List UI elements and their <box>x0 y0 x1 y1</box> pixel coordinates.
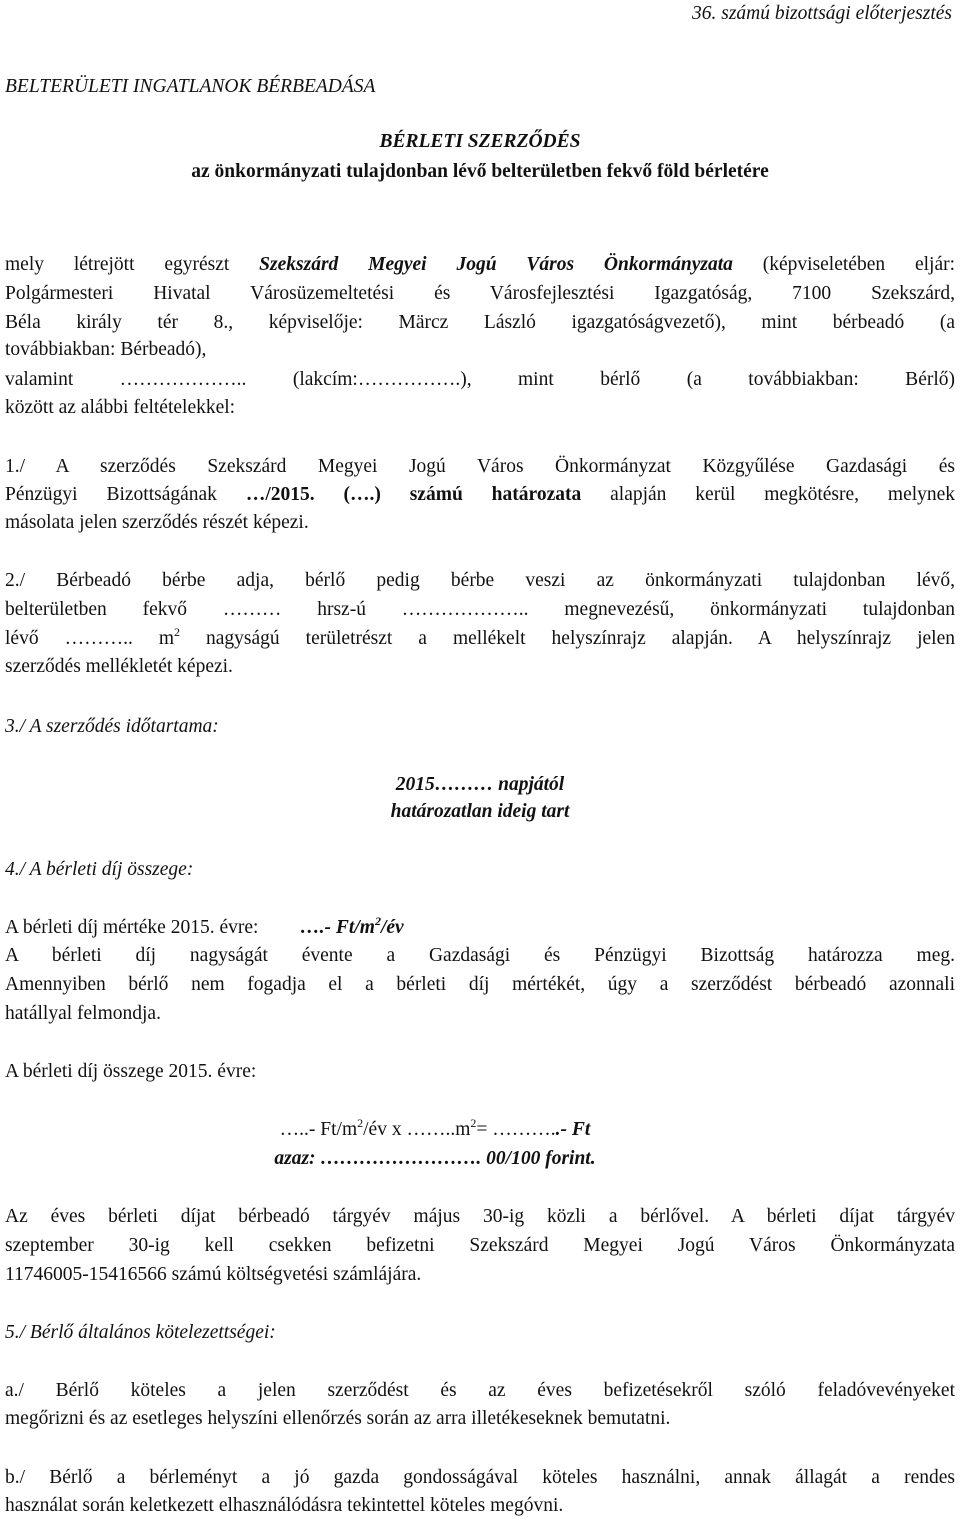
section-2-text: lévő ……….. m <box>5 628 175 649</box>
document-subtitle: az önkormányzati tulajdonban lévő belterületben fekvő föld bérletére <box>191 161 769 182</box>
rent-calculation <box>0 1118 910 1143</box>
rent-rate-unit: /év <box>380 917 404 938</box>
lessor-name: Szekszárd Megyei Jogú Város Önkormányzata <box>259 254 733 275</box>
obligation-b-line-2: használat során keletkezett elhasználódásra tekintettel köteles megóvni. <box>5 1495 564 1516</box>
calc-result: .- Ft <box>555 1119 591 1140</box>
document-title: BÉRLETI SZERZŐDÉS <box>379 131 581 152</box>
section-1-text: alapján kerül megkötésre, <box>610 484 860 505</box>
intro-text: mely létrejött egyrészt <box>5 254 230 275</box>
intro-line-2: Polgármesteri Hivatal Városüzemeltetési és Városfejlesztési Igazgatóság, 7100 Szekszárd, <box>5 283 955 304</box>
superscript: 2 <box>374 914 381 928</box>
obligation-a-line-2: megőrizni és az esetleges helyszíni ellenőrzés során az arra illetékeseknek bemutatni. <box>5 1408 671 1429</box>
superscript: 2 <box>174 625 181 639</box>
obligation-a-line-1: a./ Bérlő köteles a jelen szerződést és az éves befizetésekről szóló feladóvevényeket <box>5 1380 955 1401</box>
payment-line-3: 11746005-15416566 számú költségvetési számlájára. <box>5 1264 422 1285</box>
intro-line-5: valamint ……………….. (lakcím:…………….), mint bérlő (a továbbiakban: Bérlő) <box>5 369 955 390</box>
section-4-line-2: Amennyiben bérlő nem fogadja el a bérleti díj mértékét, úgy a szerződést bérbeadó azonnali <box>5 974 955 995</box>
obligation-b-line-1: b./ Bérlő a bérleményt a jó gazda gondosságával köteles használni, annak állagát a rendes <box>5 1467 955 1488</box>
section-2-text: nagyságú területrészt a mellékelt helyszínrajz alapján. A helyszínrajz jelen <box>180 628 955 649</box>
duration-term: határozatlan ideig tart <box>390 801 570 822</box>
intro-line-3: Béla király tér 8., képviselője: Märcz László igazgatóságvezető), mint bérbeadó (a <box>5 312 955 333</box>
section-4-line-3: hatállyal felmondja. <box>5 1003 161 1024</box>
rent-rate-line <box>5 916 955 941</box>
section-1-text: Pénzügyi Bizottságának <box>5 484 217 505</box>
section-1-line-1: 1./ A szerződés Szekszárd Megyei Jogú Város Önkormányzat Közgyűlése Gazdasági és <box>5 456 955 477</box>
rent-rate-value <box>300 914 404 938</box>
section-2-line-3 <box>5 627 955 652</box>
section-1-line-3: másolata jelen szerződés részét képezi. <box>5 512 309 533</box>
calc-text: /év x ……..m <box>363 1119 471 1140</box>
intro-text: (képviseletében eljár: <box>762 254 956 275</box>
calc-text: …..- Ft/m <box>279 1119 358 1140</box>
intro-line-4: továbbiakban: Bérbeadó), <box>5 339 207 360</box>
rent-total-label: A bérleti díj összege 2015. évre: <box>5 1061 257 1082</box>
section-4-line-1: A bérleti díj nagyságát évente a Gazdasági és Pénzügyi Bizottság határozza meg. <box>5 945 955 966</box>
rent-rate-amount: ….- Ft/m <box>300 917 375 938</box>
section-5-heading: 5./ Bérlő általános kötelezettségei: <box>5 1322 276 1343</box>
section-2-line-1: 2./ Bérbeadó bérbe adja, bérlő pedig bérbe veszi az önkormányzati tulajdonban lévő, <box>5 570 955 591</box>
section-2-line-2: belterületben fekvő ……… hrsz-ú ……………….. megnevezésű, önkormányzati tulajdonban <box>5 599 955 620</box>
superscript: 2 <box>357 1116 364 1130</box>
calc-text: = ………. <box>476 1119 556 1140</box>
section-2-line-4: szerződés mellékletét képezi. <box>5 656 233 677</box>
rent-in-words: azaz: ……………………. 00/100 forint. <box>274 1148 596 1169</box>
duration-start: 2015……… napjától <box>395 774 565 795</box>
superscript: 2 <box>470 1116 477 1130</box>
section-title: BELTERÜLETI INGATLANOK BÉRBEADÁSA <box>5 76 376 97</box>
section-3-heading: 3./ A szerződés időtartama: <box>5 716 219 737</box>
payment-line-1: Az éves bérleti díjat bérbeadó tárgyév május 30-ig közli a bérlővel. A bérleti díjat tárgyév <box>5 1206 955 1227</box>
resolution-reference: …/2015. (….) számú határozata <box>245 484 582 505</box>
rent-rate-label: A bérleti díj mértéke 2015. évre: <box>5 917 259 938</box>
section-4-heading: 4./ A bérleti díj összege: <box>5 859 194 880</box>
intro-line-1 <box>5 253 955 277</box>
payment-line-2: szeptember 30-ig kell csekken befizetni Szekszárd Megyei Jogú Város Önkormányzata <box>5 1235 955 1256</box>
section-1-line-2 <box>5 483 955 507</box>
intro-line-6: között az alábbi feltételekkel: <box>5 397 236 418</box>
section-1-text: melynek <box>887 484 956 505</box>
header-reference: 36. számú bizottsági előterjesztés <box>691 3 952 24</box>
